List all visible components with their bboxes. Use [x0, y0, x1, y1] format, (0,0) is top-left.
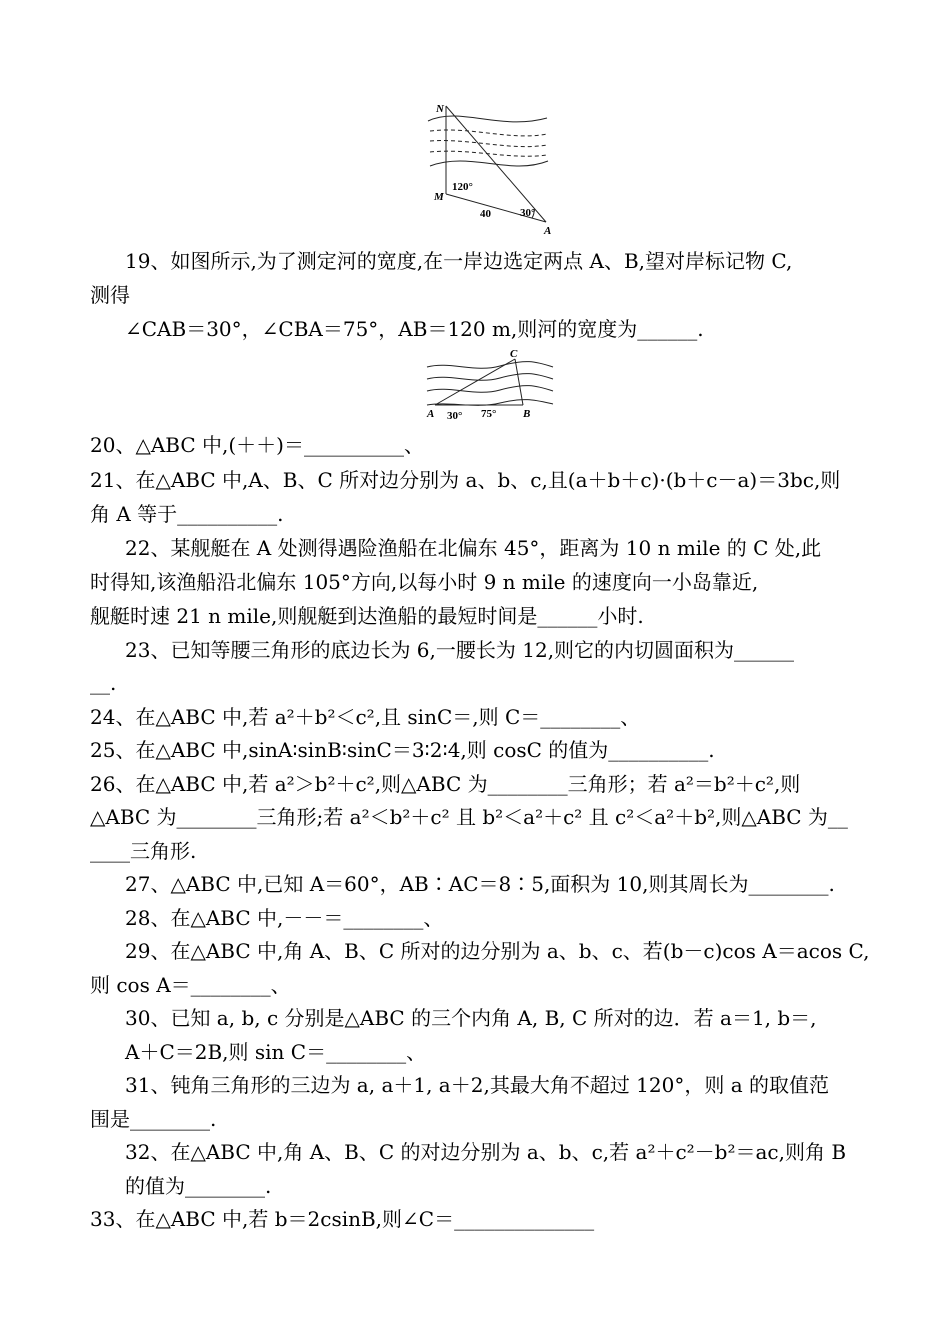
q32-line-2: 的值为________.: [125, 1174, 272, 1198]
segment-bc: [515, 359, 523, 405]
river-wave-1: [427, 362, 553, 369]
q26-line-2: △ABC 为________三角形;若 a²＜b²＋c² 且 b²＜a²＋c² 且 c²＜a²＋b²,则△ABC 为__: [90, 805, 848, 829]
figure-river-triangle-2: [425, 347, 555, 421]
angle-75-label: 75°: [481, 408, 497, 420]
label-n: N: [436, 103, 444, 115]
angle-a-label: 30°: [520, 207, 536, 219]
river-wave-3: [427, 386, 553, 393]
side-ma-label: 40: [480, 208, 491, 220]
q23-line-2: __.: [90, 671, 117, 695]
river-bank-bottom: [430, 161, 548, 166]
segment-na: [446, 106, 546, 222]
q21-line-1: 21、在△ABC 中,A、B、C 所对边分别为 a、b、c,且(a＋b＋c)·(b＋c－a)＝3bc,则: [90, 468, 841, 492]
river-bank: [427, 400, 553, 406]
label-a: A: [544, 225, 552, 236]
q29-line-1: 29、在△ABC 中,角 A、B、C 所对的边分别为 a、b、c、若(b－c)cos A＝acos C,: [125, 939, 870, 963]
q19-line-3: ∠CAB＝30°，∠CBA＝75°，AB＝120 m,则河的宽度为______.: [125, 317, 704, 341]
q22-line-1: 22、某舰艇在 A 处测得遇险渔船在北偏东 45°，距离为 10 n mile 的 C 处,此: [125, 536, 822, 560]
river-dash-1: [430, 130, 547, 136]
label-b: B: [523, 408, 531, 420]
river-wave-2: [427, 374, 553, 381]
label-c: C: [510, 348, 518, 360]
q19-line-1: 19、如图所示,为了测定河的宽度,在一岸边选定两点 A、B,望对岸标记物 C,: [125, 249, 793, 273]
q30-line-1: 30、已知 a, b, c 分别是△ABC 的三个内角 A, B, C 所对的边．若 a＝1, b＝,: [125, 1006, 817, 1030]
river-dash-2: [430, 141, 547, 147]
q23-line-1: 23、已知等腰三角形的底边长为 6,一腰长为 12,则它的内切圆面积为______: [125, 638, 795, 662]
label-m: M: [434, 191, 444, 203]
q26-line-3: ____三角形.: [90, 839, 197, 863]
q30-line-2: A＋C＝2B,则 sin C＝________、: [125, 1040, 427, 1064]
angle-30-label: 30°: [447, 410, 463, 421]
q31-line-1: 31、钝角三角形的三边为 a, a＋1, a＋2,其最大角不超过 120°，则 a 的取值范: [125, 1073, 829, 1097]
q33: 33、在△ABC 中,若 b＝2csinB,则∠C＝______________: [90, 1207, 595, 1231]
q26-line-1: 26、在△ABC 中,若 a²＞b²＋c²,则△ABC 为________三角形；若 a²＝b²＋c²,则: [90, 772, 801, 796]
label-a2: A: [427, 408, 435, 420]
q27: 27、△ABC 中,已知 A＝60°，AB∶AC＝8∶5,面积为 10,则其周长为________.: [125, 872, 835, 896]
q25: 25、在△ABC 中,sinA∶sinB∶sinC＝3∶2∶4,则 cosC 的值为__________.: [90, 738, 715, 762]
q19-line-2: 测得: [90, 283, 130, 307]
q22-line-2: 时得知,该渔船沿北偏东 105°方向,以每小时 9 n mile 的速度向一小岛靠近,: [90, 570, 759, 594]
q28: 28、在△ABC 中,－－＝________、: [125, 906, 444, 930]
q22-line-3: 舰艇时速 21 n mile,则舰艇到达渔船的最短时间是______小时.: [90, 604, 644, 628]
angle-m-label: 120°: [452, 181, 473, 193]
q21-line-2: 角 A 等于__________.: [90, 502, 284, 526]
figure-river-triangle-1: [420, 96, 555, 236]
q24: 24、在△ABC 中,若 a²＋b²＜c²,且 sinC＝,则 C＝________、: [90, 705, 641, 729]
q29-line-2: 则 cos A＝________、: [90, 973, 291, 997]
q20: 20、△ABC 中,(＋＋)＝__________、: [90, 433, 424, 457]
q31-line-2: 围是________.: [90, 1107, 217, 1131]
q32-line-1: 32、在△ABC 中,角 A、B、C 的对边分别为 a、b、c,若 a²＋c²－b²＝ac,则角 B: [125, 1140, 847, 1164]
